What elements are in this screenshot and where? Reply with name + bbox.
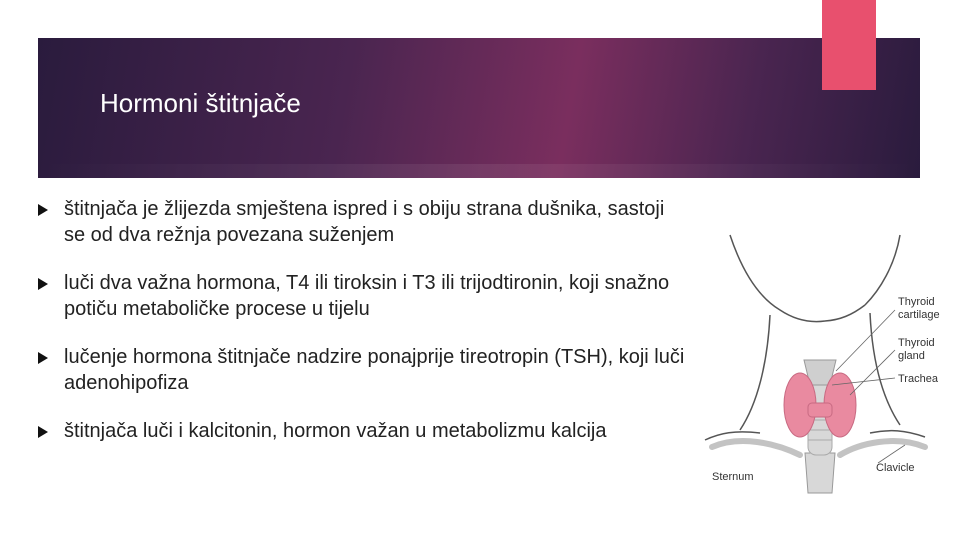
clavicle-left: [712, 441, 800, 455]
triangle-bullet-icon: [38, 278, 48, 290]
neck-left: [740, 315, 770, 430]
bullet-item: [36, 196, 686, 248]
neck-right: [870, 313, 900, 425]
label-trachea: Trachea: [898, 373, 938, 385]
label-sternum: Sternum: [712, 471, 754, 483]
thyroid-anatomy-figure: [700, 225, 960, 495]
bullet-list: [36, 196, 686, 466]
clavicle-right: [840, 441, 925, 455]
bullet-text: lučenje hormona štitnjače nadzire ponajprije tireotropin (TSH), koji luči adenohipofiza: [64, 346, 685, 394]
shoulder-right: [870, 431, 925, 437]
label-thyroid-cartilage-2: cartilage: [898, 309, 940, 321]
label-clavicle: Clavicle: [876, 462, 915, 474]
chin-outline: [825, 305, 865, 321]
bullet-item: [36, 418, 686, 444]
label-thyroid-gland-1: Thyroid: [898, 337, 935, 349]
triangle-bullet-icon: [38, 352, 48, 364]
triangle-bullet-icon: [38, 204, 48, 216]
bullet-item: [36, 270, 686, 322]
bullet-item: [36, 344, 686, 396]
triangle-bullet-icon: [38, 426, 48, 438]
accent-tab: [822, 0, 876, 90]
face-right-outline: [865, 235, 900, 305]
sternum-shape: [805, 453, 835, 493]
bullet-text: luči dva važna hormona, T4 ili tiroksin i T3 ili trijodtironin, koji snažno potiču metaboličke procese u tijelu: [64, 272, 670, 320]
label-thyroid-cartilage-1: Thyroid: [898, 296, 935, 308]
slide-title: Hormoni štitnjače: [100, 88, 301, 118]
jaw-outline: [730, 235, 825, 322]
label-thyroid-gland-2: gland: [898, 350, 925, 362]
bullet-text: štitnjača luči i kalcitonin, hormon važan u metabolizmu kalcija: [64, 420, 607, 442]
bullet-text: štitnjača je žlijezda smještena ispred i s obiju strana dušnika, sastoji se od dva režnja povezana suženjem: [64, 198, 665, 246]
thyroid-isthmus: [808, 403, 832, 417]
